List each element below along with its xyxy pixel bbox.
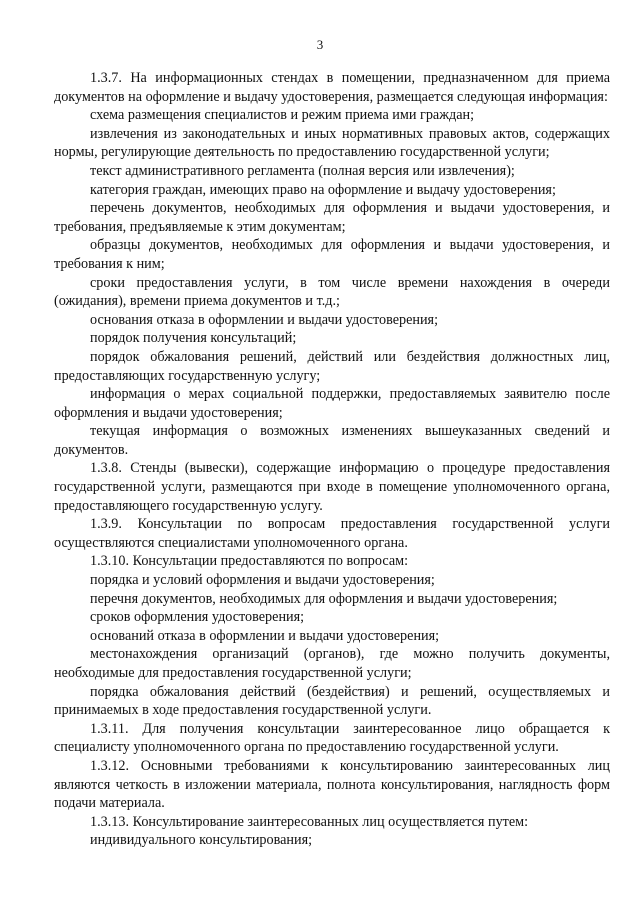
list-item-current-info: текущая информация о возможных изменениях вышеуказанных сведений и документов. [54, 423, 610, 458]
list-item-appeal-order: порядка обжалования действий (бездействия) и решений, осуществляемых и принимаемых в ходе предоставления государственной услуги. [54, 683, 610, 719]
list-item-required-documents: перечня документов, необходимых для оформления и выдачи удостоверения; [90, 590, 558, 607]
list-item-refusal-grounds: основания отказа в оформлении и выдачи удостоверения; [90, 311, 439, 328]
section-1-3-8: 1.3.8. Стенды (вывески), содержащие информацию о процедуре предоставления государственной услуги, размещаются при входе в помещение уполномоченного органа, предоставляющего государственную услугу. [54, 460, 610, 514]
list-item-placement-scheme: схема размещения специалистов и режим приема ими граждан; [90, 107, 475, 124]
section-1-3-13-intro: 1.3.13. Консультирование заинтересованных лиц осуществляется путем: [90, 813, 529, 830]
document-body [54, 69, 610, 850]
section-1-3-7-intro: 1.3.7. На информационных стендах в помещении, предназначенном для приема документов на оформление и выдачу удостоверения, размещается следующая информация: [54, 70, 610, 105]
list-item-legal-extracts: извлечения из законодательных и иных нормативных правовых актов, содержащих нормы, регулирующие деятельность по предоставлению государственной услуги; [54, 125, 610, 161]
page-number: 3 [316, 37, 324, 52]
section-1-3-9: 1.3.9. Консультации по вопросам предоставления государственной услуги осуществляются специалистами уполномоченного органа. [54, 516, 610, 551]
list-item-consultation-procedure: порядок получения консультаций; [90, 330, 297, 347]
list-item-document-list: перечень документов, необходимых для оформления и выдачи удостоверения, и требования, предъявляемые к этим документам; [54, 200, 610, 235]
list-item-regulation-text: текст административного регламента (полная версия или извлечения); [90, 162, 515, 179]
list-item-citizen-category: категория граждан, имеющих право на оформление и выдачу удостоверения; [90, 181, 556, 198]
section-1-3-11: 1.3.11. Для получения консультации заинтересованное лицо обращается к специалисту уполномоченного органа по предоставлению государственной услуги. [54, 720, 610, 756]
list-item-refusal-reasons: оснований отказа в оформлении и выдачи удостоверения; [90, 627, 440, 644]
list-item-organization-locations: местонахождения организаций (органов), где можно получить документы, необходимые для предоставления государственной услуги; [54, 646, 610, 681]
list-item-issue-conditions: порядка и условий оформления и выдачи удостоверения; [90, 572, 435, 589]
section-1-3-10-intro: 1.3.10. Консультации предоставляются по вопросам: [90, 553, 409, 570]
section-1-3-12: 1.3.12. Основными требованиями к консультированию заинтересованных лиц являются четкость в изложении материала, полнота консультирования, наглядность форм подачи материала. [54, 757, 610, 812]
list-item-service-terms: сроки предоставления услуги, в том числе времени нахождения в очереди (ожидания), времени приема документов и т.д.; [54, 274, 610, 310]
list-item-individual-consulting: индивидуального консультирования; [90, 832, 313, 849]
list-item-document-samples: образцы документов, необходимых для оформления и выдачи удостоверения, и требования к ним; [54, 237, 610, 272]
list-item-processing-time: сроков оформления удостоверения; [90, 609, 305, 626]
list-item-appeal-procedure: порядок обжалования решений, действий или бездействия должностных лиц, предоставляющих государственную услугу; [54, 348, 610, 384]
list-item-social-support: информация о мерах социальной поддержки, предоставляемых заявителю после оформления и выдачи удостоверения; [54, 386, 610, 421]
